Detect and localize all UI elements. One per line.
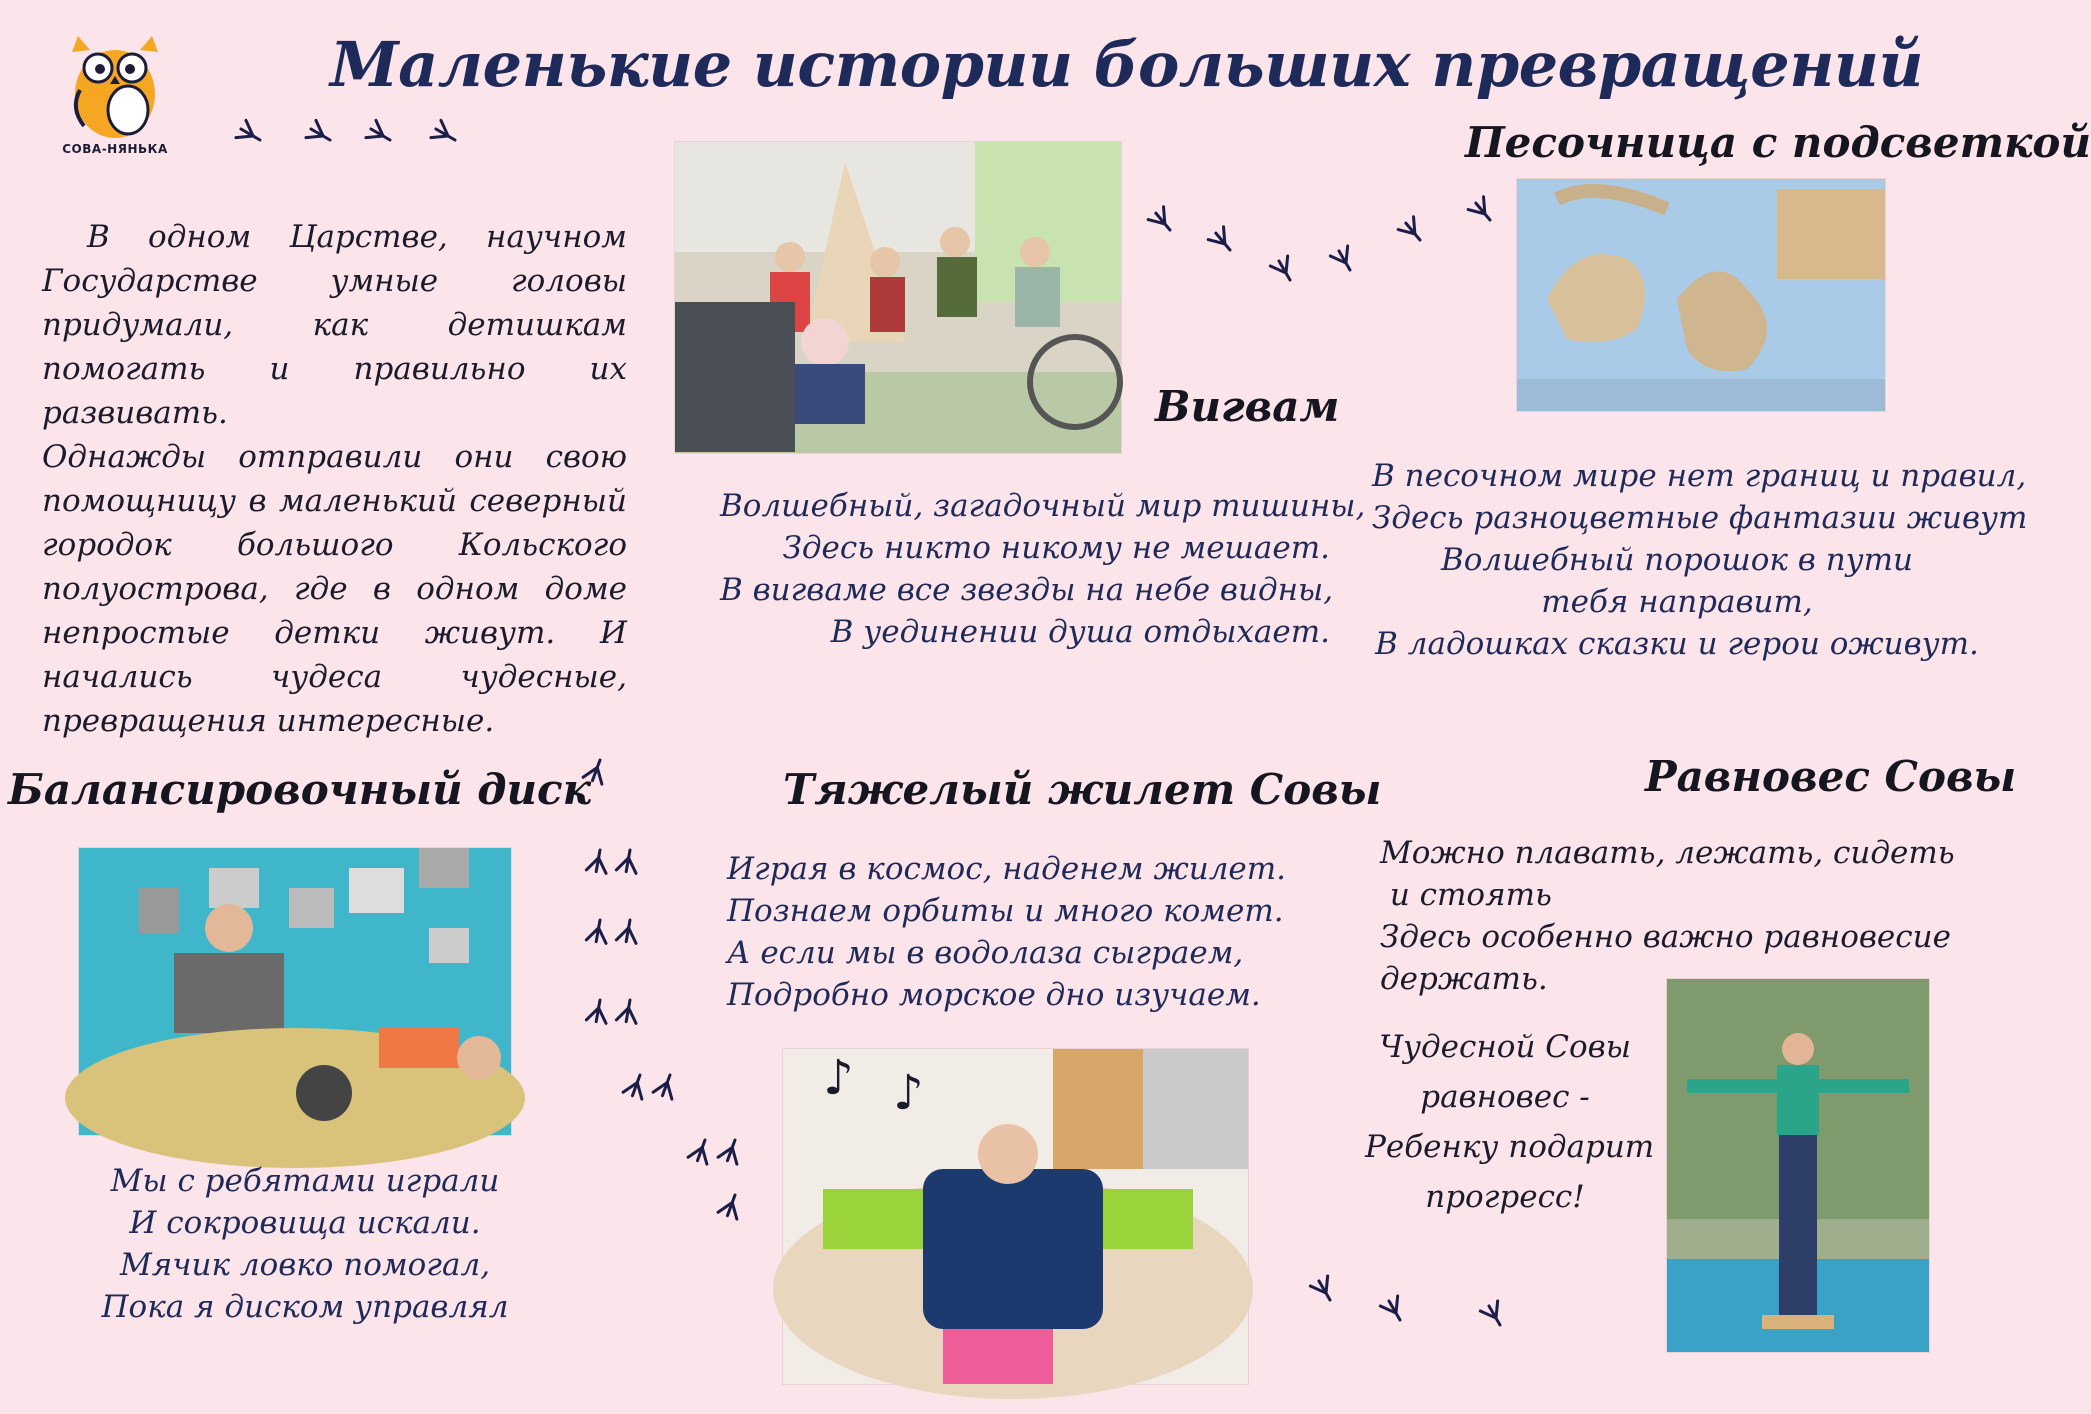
vest-poem-line-4: Подробно морское дно изучаем. (727, 977, 1261, 1013)
disk-poem-line-2: И сокровища искали. (129, 1205, 481, 1241)
wigwam-poem-line-1: Волшебный, загадочный мир тишины, (720, 488, 1366, 524)
balance-poem2-line-2: равновес - (1420, 1079, 1590, 1115)
sandbox-poem-line-5: В ладошках сказки и герои оживут. (1375, 626, 1979, 662)
wigwam-poem-line-3: В вигваме все звезды на небе видны, (720, 572, 1334, 608)
intro-paragraph-2: Однажды отправили они свою помощницу в маленький северный городок большого Кольского полуострова, где в одном доме непростые детки живут. И начались чудеса чудесные, превращения интересные. (42, 439, 627, 739)
vest-poem-line-2: Познаем орбиты и много комет. (727, 893, 1284, 929)
svg-text:♪: ♪ (893, 1065, 924, 1121)
disk-poem-line-1: Мы с ребятами играли (110, 1163, 500, 1199)
balance-poem-line-2: и стоять (1380, 877, 1552, 913)
page-title: Маленькие истории больших превращений (330, 28, 1924, 101)
balance-poem2-line-3: Ребенку подарит (1365, 1129, 1655, 1165)
balance-poem-line-3: Здесь особенно важно равновесие (1380, 919, 1951, 955)
sandbox-poem-line-3: Волшебный порошок в пути (1440, 542, 1914, 578)
balance-heading: Равновес Совы (1645, 752, 2017, 801)
disk-heading: Балансировочный диск (8, 765, 592, 814)
wigwam-poem-line-2: Здесь никто никому не мешает. (782, 530, 1330, 566)
disk-poem-line-4: Пока я диском управлял (101, 1289, 509, 1325)
intro-paragraph-1: В одном Царстве, научном Государстве умные головы придумали, как детишкам помогать и правильно их развивать. (42, 219, 627, 431)
svg-text:♪: ♪ (823, 1050, 854, 1106)
balance-poem2-line-1: Чудесной Совы (1379, 1029, 1631, 1065)
sandbox-poem-line-1: В песочном мире нет границ и правил, (1372, 458, 2027, 494)
vest-poem-line-1: Играя в космос, наденем жилет. (727, 851, 1287, 887)
balance-poem2-line-4: прогресс! (1425, 1179, 1585, 1215)
sandbox-poem-line-2: Здесь разноцветные фантазии живут (1372, 500, 2028, 536)
balance-poem-line-1: Можно плавать, лежать, сидеть (1380, 835, 1955, 871)
vest-poem-line-3: А если мы в водолаза сыграем, (727, 935, 1244, 971)
logo-caption: СОВА-НЯНЬКА (62, 142, 168, 156)
sandbox-poem-line-4: тебя направит, (1541, 584, 1813, 620)
balance-poem-line-4: держать. (1380, 961, 1548, 997)
vest-heading: Тяжелый жилет Совы (783, 765, 1382, 814)
wigwam-poem-line-4: В уединении душа отдыхает. (830, 614, 1330, 650)
disk-poem-line-3: Мячик ловко помогал, (119, 1247, 491, 1283)
sandbox-heading: Песочница с подсветкой (1465, 118, 2091, 167)
wigwam-heading: Вигвам (1155, 382, 1340, 431)
